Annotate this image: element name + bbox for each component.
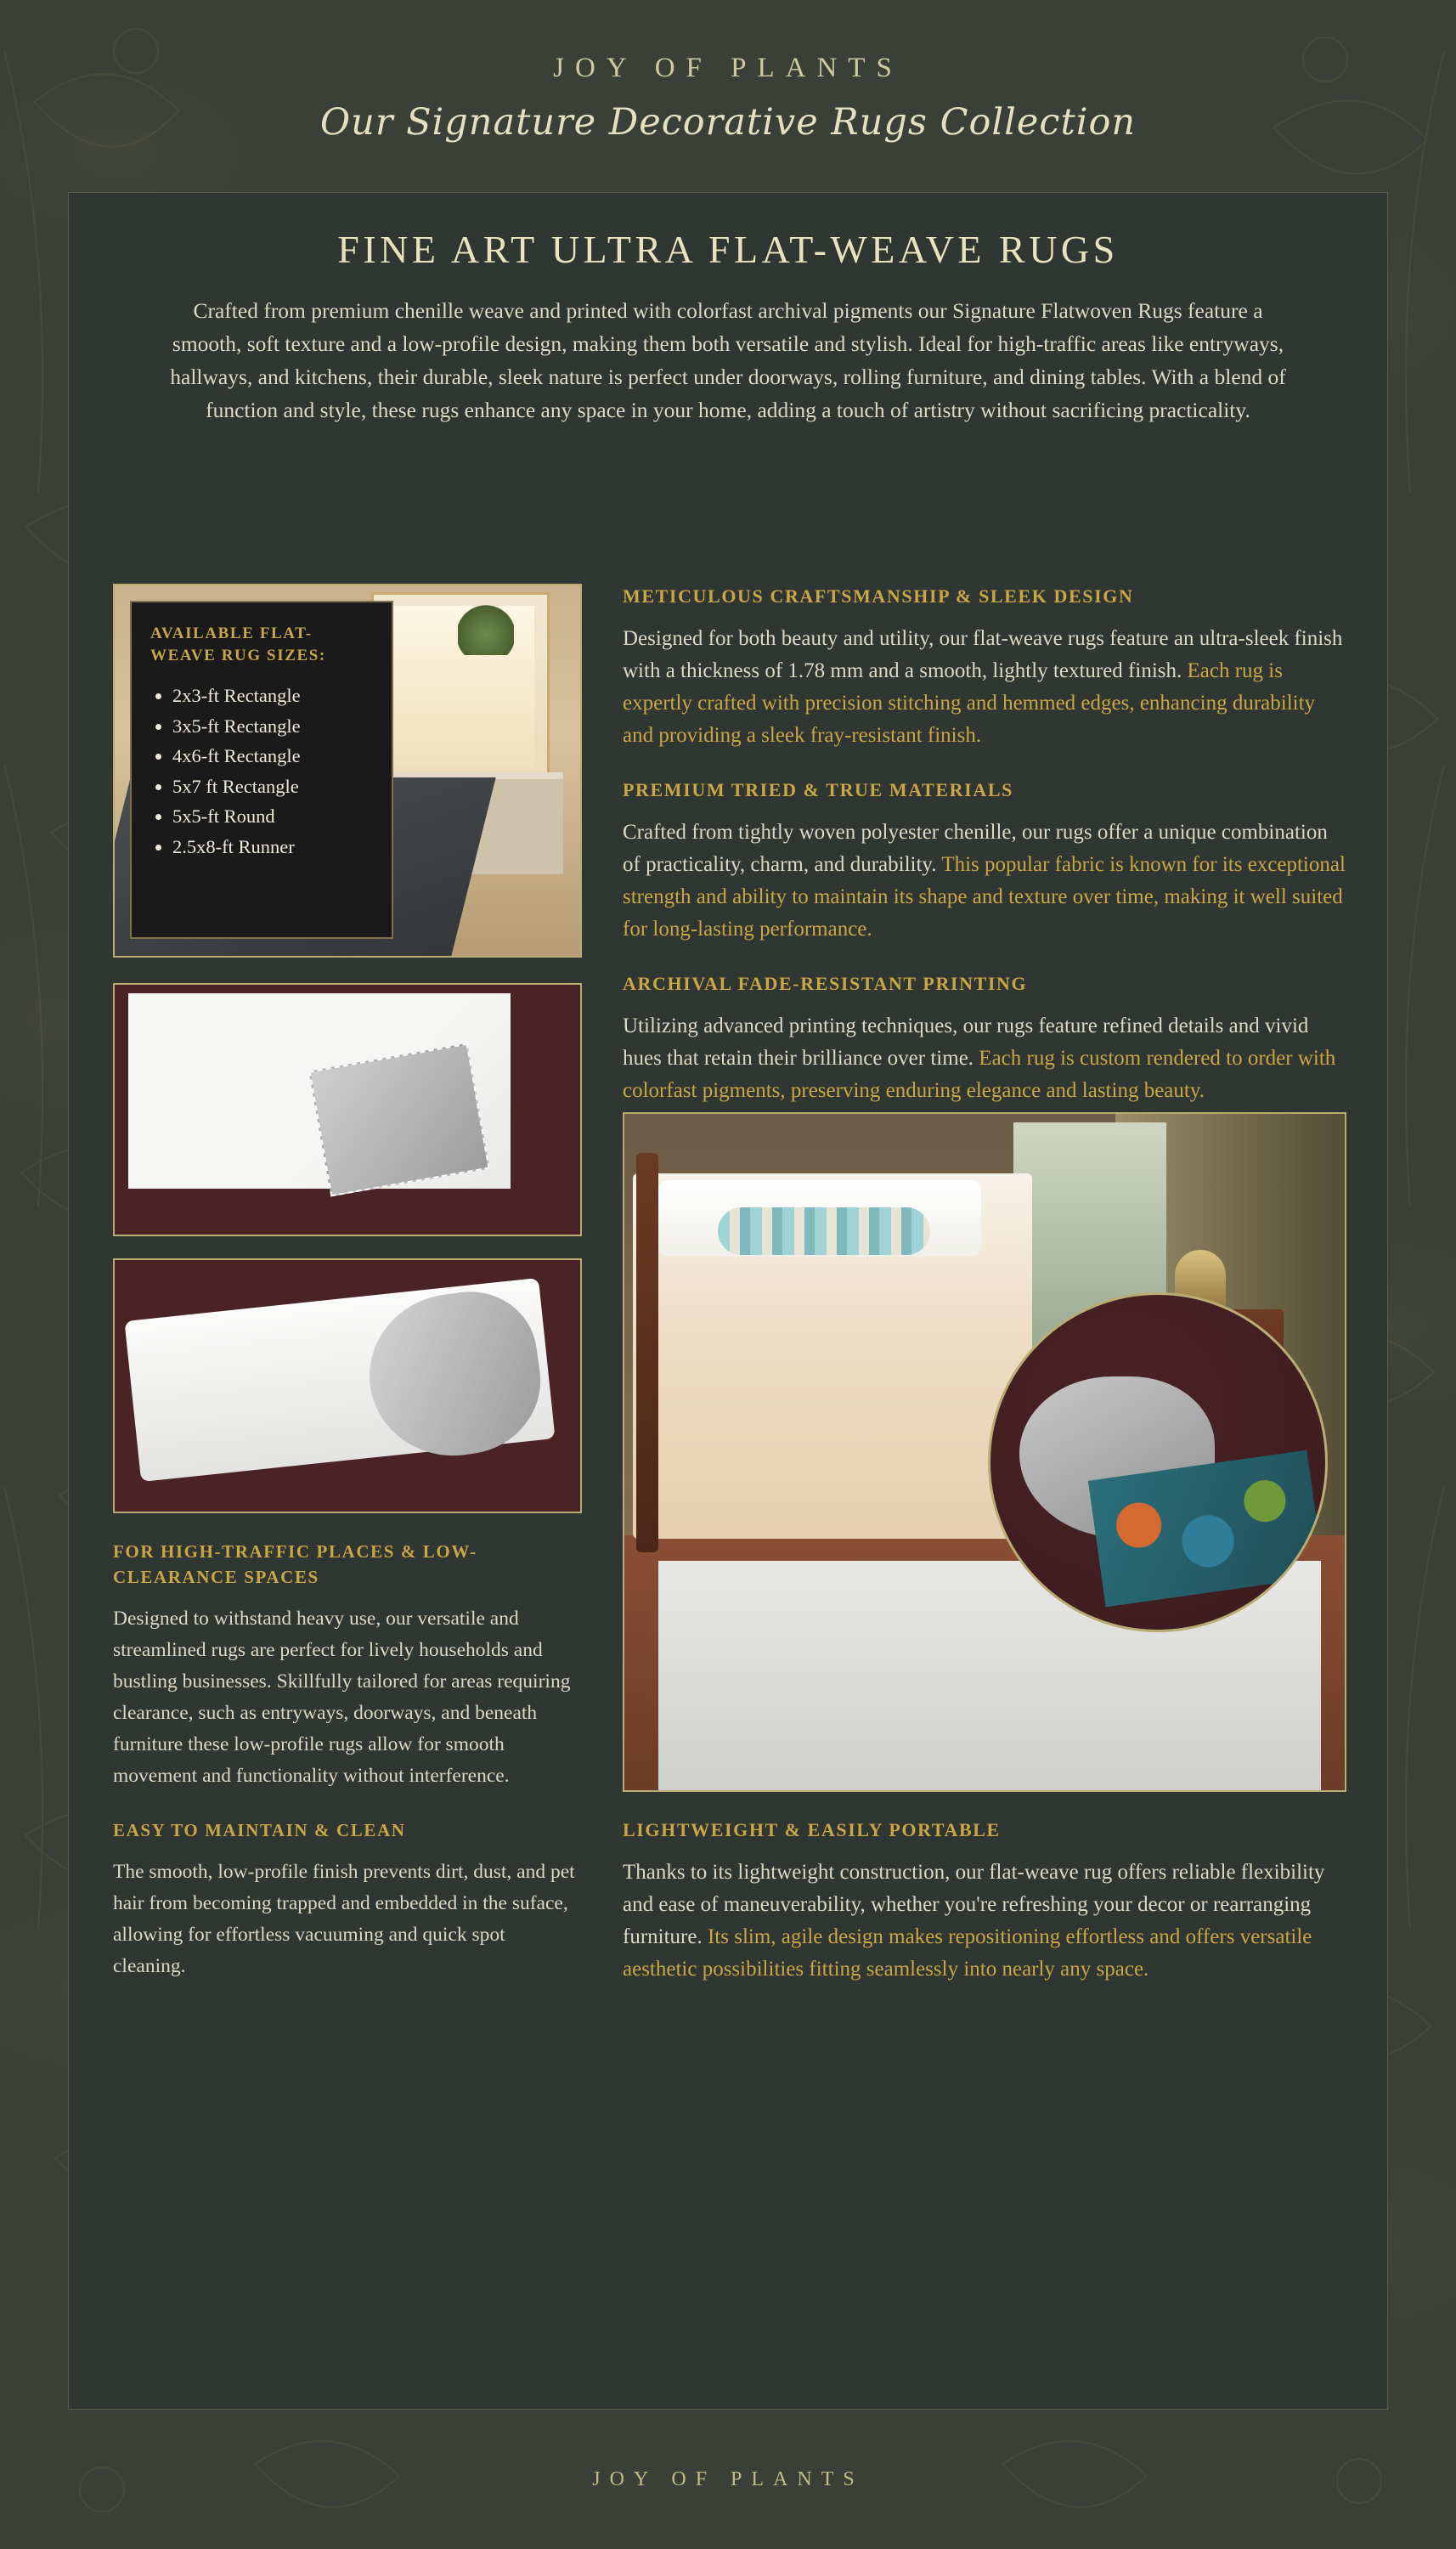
bolster-pillow-shape: [718, 1207, 930, 1255]
list-item: • 5x7 ft Rectangle: [172, 771, 373, 802]
entryway-photo: [113, 584, 582, 958]
section-body-accent: Its slim, agile design makes repositioning effortless and offers versatile aesthetic possibilities fitting seamlessly into nearly any space.: [623, 1925, 1312, 1981]
poster-header: [0, 0, 1456, 197]
list-item: • 2.5x8-ft Runner: [172, 832, 373, 862]
bedpost-shape: [636, 1153, 658, 1552]
rug-corner-photo: [113, 983, 582, 1236]
sizes-list: [150, 681, 373, 862]
list-item: • 5x5-ft Round: [172, 801, 373, 832]
page-title: FINE ART ULTRA FLAT-WEAVE RUGS: [337, 228, 1119, 271]
plant-shape: [458, 604, 514, 655]
inset-circle-photo: [988, 1292, 1328, 1632]
section-body: Designed to withstand heavy use, our versatile and streamlined rugs are perfect for lively households and bustling businesses. Skillfully tailored for areas requiring clearance, such as entryways, doorways, and beneath furniture these low-profile rugs allow for smooth movement and functionality without interference.: [113, 1608, 571, 1787]
sizes-card-heading: AVAILABLE FLAT-WEAVE RUG SIZES:: [150, 625, 326, 664]
sizes-card: [130, 601, 393, 939]
footer-brand: JOY OF PLANTS: [592, 2468, 864, 2490]
section-body-plain: Thanks to its lightweight construction, our flat-weave rug offers reliable flexibility and ease of maneuverability, whether you're refreshing your decor or rearranging furniture.: [623, 1861, 1325, 1948]
section-heading: EASY TO MAINTAIN & CLEAN: [113, 1820, 406, 1840]
section-heading: PREMIUM TRIED & TRUE MATERIALS: [623, 779, 1013, 800]
section-body: [623, 817, 1346, 946]
section-heading: ARCHIVAL FADE-RESISTANT PRINTING: [623, 973, 1028, 994]
section-body-plain: Crafted from tightly woven polyester chenille, our rugs offer a unique combination of practicality, charm, and durability.: [623, 821, 1328, 876]
brand-subtitle: Our Signature Decorative Rugs Collection: [319, 101, 1137, 144]
section-body-accent: Each rug is expertly crafted with precision stitching and hemmed edges, enhancing durability and providing a sleek fray-resistant finish.: [623, 659, 1316, 747]
section-heading: FOR HIGH-TRAFFIC PLACES & LOW-CLEARANCE SPACES: [113, 1541, 477, 1587]
section-body-plain: Utilizing advanced printing techniques, our rugs feature refined details and vivid hues that retain their brilliance over time.: [623, 1015, 1309, 1070]
section-heading: METICULOUS CRAFTSMANSHIP & SLEEK DESIGN: [623, 585, 1134, 607]
section-body-plain: Designed for both beauty and utility, our flat-weave rugs feature an ultra-sleek finish with a thickness of 1.78 mm and a smooth, lightly textured finish.: [623, 627, 1343, 682]
list-item: • 3x5-ft Rectangle: [172, 711, 373, 742]
right-column: [623, 584, 1346, 1986]
left-column: [113, 584, 582, 1982]
section-body-accent: Each rug is custom rendered to order with colorfast pigments, preserving enduring elegance and lasting beauty.: [623, 1047, 1336, 1102]
section-body-accent: This popular fabric is known for its exceptional strength and ability to maintain its shape and texture over time, making it well suited for long-lasting performance.: [623, 853, 1346, 941]
rug-rolled-photo: [113, 1258, 582, 1513]
intro-paragraph: Crafted from premium chenille weave and printed with colorfast archival pigments our Signature Flatwoven Rugs feature a smooth, soft texture and a low-profile design, making them both versatile and stylish. Ideal for high-traffic areas like entryways, hallways, and kitchens, their durable, sleek nature is perfect under doorways, rolling furniture, and dining tables. With a blend of function and style, these rugs enhance any space in your home, adding a touch of artistry without sacrificing practicality.: [170, 298, 1286, 422]
content-columns: [113, 584, 1346, 2409]
section-heading: LIGHTWEIGHT & EASILY PORTABLE: [623, 1819, 1001, 1840]
section-body: [623, 1010, 1346, 1107]
section-body: [623, 623, 1346, 752]
bedroom-photo: [623, 1112, 1346, 1792]
list-item: • 2x3-ft Rectangle: [172, 681, 373, 711]
brand-name: JOY OF PLANTS: [553, 53, 903, 83]
list-item: • 4x6-ft Rectangle: [172, 741, 373, 771]
section-body: [623, 1857, 1346, 1986]
content-panel: [68, 192, 1388, 2410]
left-text-blocks: [113, 1539, 582, 1982]
section-body: The smooth, low-profile finish prevents dirt, dust, and pet hair from becoming trapped and embedded in the suface, allowing for effortless vacuuming and quick spot cleaning.: [113, 1861, 575, 1977]
